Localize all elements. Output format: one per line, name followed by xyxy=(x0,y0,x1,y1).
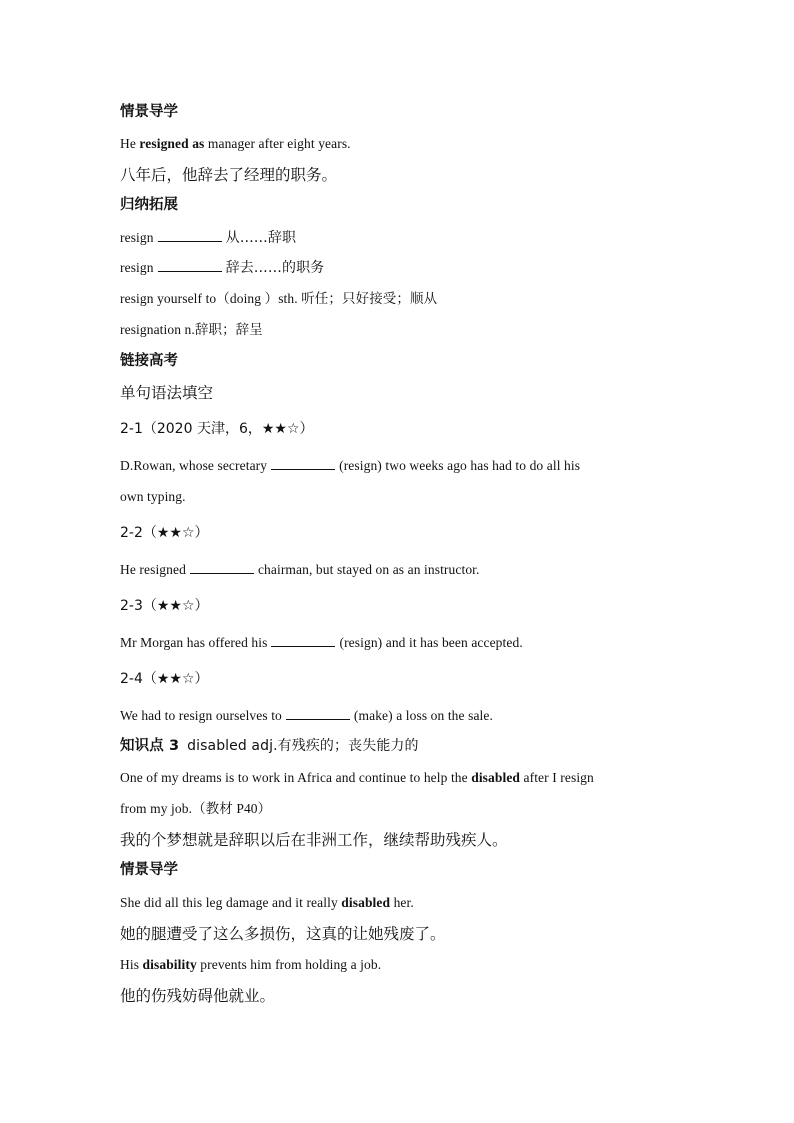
expansion-noun: resignation n.辞职；辞呈 xyxy=(120,322,263,337)
question-label: 2-2（★★☆） xyxy=(120,525,209,541)
section-heading: 情景导学 xyxy=(120,862,178,878)
expansion-item xyxy=(120,260,324,277)
text: 从……辞职 xyxy=(225,230,297,246)
knowledge-point xyxy=(120,738,419,755)
example-translation: 她的腿遭受了这么多损伤，这真的让她残废了。 xyxy=(120,925,446,943)
question-label: 2-4（★★☆） xyxy=(120,671,209,687)
question-label: 2-3（★★☆） xyxy=(120,598,209,614)
text: We had to resign ourselves to xyxy=(120,708,282,723)
text: (resign) and it has been accepted. xyxy=(339,635,523,650)
answer-blank[interactable] xyxy=(271,458,335,470)
example-sentence xyxy=(120,136,351,152)
text: One of my dreams is to work in Africa and continue to help the xyxy=(120,770,472,785)
expansion-item xyxy=(120,230,296,247)
text: disabled adj.有残疾的；丧失能力的 xyxy=(187,738,419,754)
example-sentence xyxy=(120,957,381,973)
textbook-translation: 我的个梦想就是辞职以后在非洲工作，继续帮助残疾人。 xyxy=(120,831,508,849)
text: She did all this leg damage and it really xyxy=(120,895,342,910)
question-text xyxy=(120,635,523,651)
bold-word: disabled xyxy=(341,895,391,910)
answer-blank[interactable] xyxy=(158,260,222,272)
section-heading: 链接高考 xyxy=(120,353,178,369)
exercise-title: 单句语法填空 xyxy=(120,384,214,402)
knowledge-point-label: 知识点 3 xyxy=(120,738,180,754)
text: His xyxy=(120,957,143,972)
textbook-sentence xyxy=(120,770,594,786)
example-sentence xyxy=(120,895,414,911)
textbook-sentence-cont: from my job.（教材 P40） xyxy=(120,801,272,816)
section-heading: 情景导学 xyxy=(120,104,178,120)
question-text xyxy=(120,562,480,578)
example-translation: 他的伤残妨碍他就业。 xyxy=(120,987,276,1005)
text: resign xyxy=(120,260,154,275)
expansion-phrase: resign yourself to（doing ）sth. 听任；只好接受；顺从 xyxy=(120,291,438,306)
text: resign xyxy=(120,230,154,245)
example-translation: 八年后，他辞去了经理的职务。 xyxy=(120,166,338,184)
text: He xyxy=(120,136,140,151)
question-text-cont: own typing. xyxy=(120,489,186,504)
text: chairman, but stayed on as an instructor. xyxy=(257,562,480,577)
text: D.Rowan, whose secretary xyxy=(120,458,268,473)
question-text xyxy=(120,458,580,474)
answer-blank[interactable] xyxy=(190,562,254,574)
bold-word: disability xyxy=(142,957,197,972)
bold-phrase: resigned as xyxy=(139,136,205,151)
text: Mr Morgan has offered his xyxy=(120,635,268,650)
bold-word: disabled xyxy=(471,770,521,785)
text: He resigned xyxy=(120,562,186,577)
answer-blank[interactable] xyxy=(286,708,350,720)
text: (make) a loss on the sale. xyxy=(353,708,493,723)
text: manager after eight years. xyxy=(204,136,351,151)
answer-blank[interactable] xyxy=(271,635,335,647)
text: 辞去……的职务 xyxy=(225,260,325,276)
text: after I resign xyxy=(520,770,594,785)
question-label: 2-1（2020 天津，6，★★☆） xyxy=(120,421,314,437)
answer-blank[interactable] xyxy=(158,230,222,242)
section-heading: 归纳拓展 xyxy=(120,197,178,213)
question-text xyxy=(120,708,493,724)
text: (resign) two weeks ago has had to do all his xyxy=(339,458,581,473)
text: prevents him from holding a job. xyxy=(196,957,382,972)
text: her. xyxy=(390,895,414,910)
